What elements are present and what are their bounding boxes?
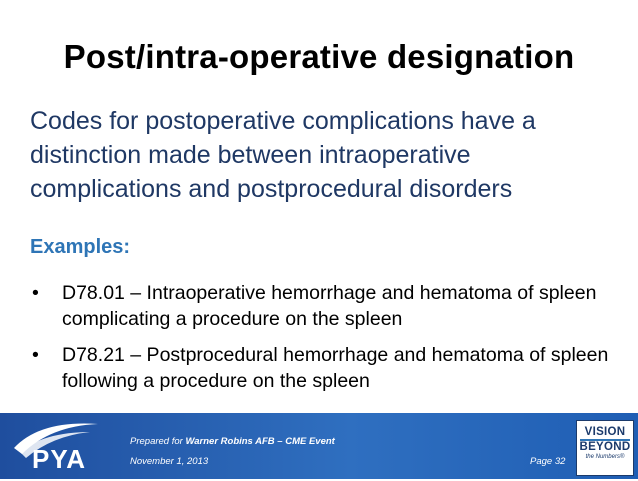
prepared-prefix: Prepared for <box>130 436 186 447</box>
examples-label: Examples: <box>30 236 131 258</box>
slide-title: Post/intra-operative designation <box>63 38 575 75</box>
badge-line-1: VISION <box>584 426 626 438</box>
prepared-event: Warner Robins AFB – CME Event <box>185 436 335 447</box>
list-item <box>30 280 610 332</box>
badge-line-3: the Numbers® <box>585 454 625 460</box>
list-item-text: D78.21 – Postprocedural hemorrhage and hematoma of spleen following a procedure on the spleen <box>62 344 609 392</box>
list-item-text: D78.01 – Intraoperative hemorrhage and hematoma of spleen complicating a procedure on the spleen <box>62 282 597 330</box>
intro-text: Codes for postoperative complications have a distinction made between intraoperative complications and postprocedural disorders <box>30 107 536 203</box>
page-number: Page 32 <box>530 456 566 467</box>
list-item <box>30 342 610 394</box>
badge-line-2: BEYOND <box>579 441 631 453</box>
footer-date: November 1, 2013 <box>130 456 209 467</box>
vision-beyond-badge <box>576 420 634 476</box>
examples-list <box>30 280 610 404</box>
logo-text: PYA <box>32 444 87 474</box>
pya-logo <box>10 418 105 476</box>
bullet-icon: • <box>32 344 39 366</box>
bullet-icon: • <box>32 282 39 304</box>
prepared-for-text <box>130 436 335 447</box>
